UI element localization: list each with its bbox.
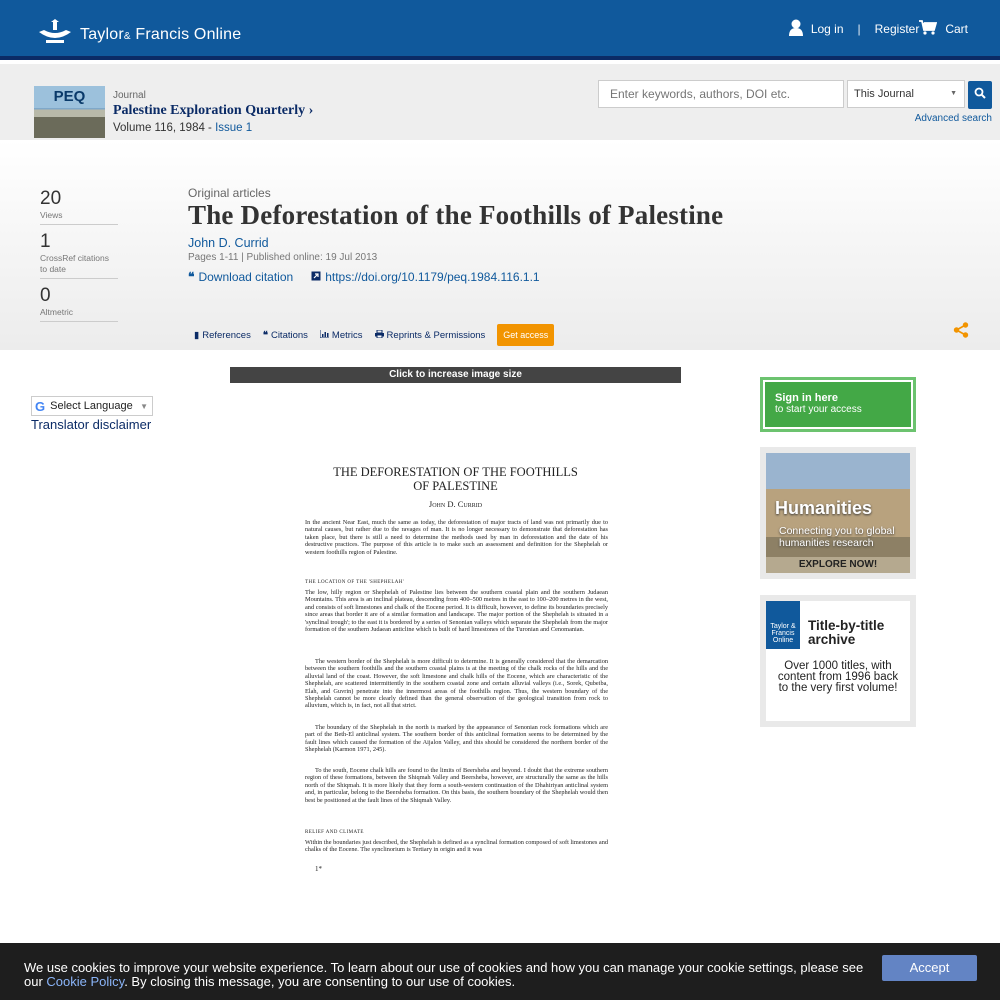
journal-title-link[interactable]: Palestine Exploration Quarterly › (113, 103, 314, 118)
cart-icon (919, 20, 937, 38)
user-icon (789, 19, 803, 39)
promo-description: Over 1000 titles, with content from 1996 back to the very first volume! (777, 660, 899, 694)
article-type: Original articles (188, 186, 271, 200)
site-header (0, 0, 1000, 60)
preview-paragraph: To the south, Eocene chalk hills are found to the limits of Beersheba and beyond. I doubt that the extreme southern region of these formations, between the Shiqmah Valley and Beersheba, however, are structurally the same as the hills north of the Shiqmah. It is more likely that they form a south-western continuation of the Dhahiriyan anticlinal system and, in particular, belong to the Beersheba formation. On this basis, the southern boundary of the Shephelah would then best be positioned at the fault lines of the Shiqmah Valley. (305, 767, 608, 804)
explore-now-button[interactable]: EXPLORE NOW! (766, 557, 910, 573)
metric-value: 20 (40, 188, 62, 209)
publication-info: Pages 1-11 | Published online: 19 Jul 2013 (188, 252, 378, 263)
humanities-promo[interactable] (760, 447, 916, 579)
cart-link[interactable] (919, 20, 968, 38)
tab-reprints[interactable] (375, 330, 486, 341)
metric-value: 0 (40, 285, 51, 306)
sign-in-title: Sign in here (775, 392, 838, 404)
top-nav (789, 19, 968, 39)
preview-footnote: 1* (315, 865, 322, 873)
tab-metrics[interactable] (320, 330, 363, 341)
tab-label: Reprints & Permissions (386, 329, 486, 341)
promo-subtitle: Connecting you to global humanities research (779, 525, 895, 549)
login-link[interactable] (789, 19, 844, 39)
language-select[interactable] (31, 396, 153, 416)
search-scope-value: This Journal (854, 88, 914, 100)
lamp-logo-icon (36, 18, 74, 51)
dropdown-arrow-icon: ▼ (950, 90, 957, 97)
login-label: Log in (810, 22, 844, 36)
preview-paragraph: The western border of the Shephelah is more difficult to determine. It is generally considered that the demarcation between the southern foothills and the southern coastal plains is at the meeting of the chalk rocks of the hills and the alluvial land of the coast. However, the soft limestone and chalk hills of the Eocene, which are characteristic of the Shephelah, are scattered intermittently in the southern coastal zone and certain alluvial valleys (i.e., Sorek, Qubeiba, Elah, and Guvrin) penetrate into the innermost areas of the foothills region. Thus, the western boundary of the Shephelah cannot be more clearly defined than the general observation of the geological transition from rock to alluvium, which is, in fact, not all that strict. (305, 658, 608, 710)
register-link[interactable]: Register (874, 22, 920, 36)
nav-separator: | (857, 22, 861, 36)
share-icon (953, 325, 969, 342)
journal-meta (113, 90, 313, 134)
accept-cookies-button[interactable]: Accept (882, 955, 977, 981)
journal-label: Journal (113, 90, 146, 101)
tab-label: References (202, 329, 251, 341)
title-archive-promo[interactable] (760, 595, 916, 727)
print-icon (375, 330, 384, 341)
article-metrics (40, 188, 118, 328)
tf-logo-icon: Taylor & Francis Online (766, 601, 800, 649)
language-select-label: Select Language (50, 400, 133, 412)
promo-title: Humanities (775, 498, 873, 518)
cart-label: Cart (945, 22, 968, 36)
share-button[interactable] (953, 322, 969, 343)
preview-paragraph: The boundary of the Shephelah in the north is marked by the appearance of Senonian rock formations which are part of the Beth-El anticlinal system. The southern border of this anticlinal formation seems to be determined by the fault lines which caused the formation of the Aijalon Valley, and this should be considered the northern border of the Shephelah (Karmon 1971, 245). (305, 724, 608, 754)
promo-title: Title-by-title archive (808, 618, 885, 647)
metric-altmetric[interactable] (40, 285, 118, 322)
bar-chart-icon (320, 330, 329, 341)
metric-label: CrossRef citations to date (40, 253, 109, 274)
author-link[interactable]: John D. Currid (188, 236, 269, 250)
search-icon (974, 86, 986, 104)
preview-title: THE DEFORESTATION OF THE FOOTHILLS OF PALESTINE (333, 465, 578, 493)
article-tabs (194, 324, 554, 346)
brand-name: Taylor& Francis Online (80, 25, 242, 43)
site-logo[interactable] (36, 18, 241, 51)
download-citation-label: Download citation (198, 270, 294, 284)
quote-icon: ❝ (262, 329, 268, 341)
cookie-message: We use cookies to improve your website experience. To learn about our use of cookies and how you can manage your cookie settings, please see our Cookie Policy. By closing this message, you are consenting to our use of cookies. (24, 960, 864, 989)
tab-citations[interactable] (263, 330, 308, 341)
doi-link[interactable] (311, 270, 539, 284)
tab-label: Metrics (331, 329, 363, 341)
preview-paragraph: The low, hilly region or Shephelah of Palestine lies between the southern coastal plain and the southern Judaean Mountains. This area is an inclinal plateau, descending from 400–500 metres in the east to 100–200 metres in the west, and consists of soft limestones and chalk of the Eocene period. It is difficult, however, to define its boundaries precisely since areas that border it are of a similar formation and landscape. The major portion of the Shephelah is situated in a 'synclinal trough'; to the east it is bordered by a series of Senonian valleys which separate the Shephelah from the major formation of the southern Judaean anticline which is built of hard limestones of the Turonian and Cenomanian. (305, 589, 608, 634)
preview-heading: THE LOCATION OF THE 'SHEPHELAH' (305, 580, 405, 585)
dropdown-arrow-icon: ▼ (140, 401, 148, 411)
increase-image-size-bar[interactable]: Click to increase image size (230, 367, 681, 383)
advanced-search-link[interactable]: Advanced search (914, 113, 992, 124)
preview-paragraph: In the ancient Near East, much the same as today, the deforestation of major tracts of land was not primarily due to natural causes, but rather due to the ravages of man. It is no longer necessary to demonstrate that deforestation has taken place, but there is still a need to determine the methods used by man in deforestation and the date of his destructive practices. The purpose of this article is to make such an assessment and definition for the Shephelah or western foothills region of Palestine. (305, 519, 608, 556)
translator-disclaimer-link[interactable]: Translator disclaimer (31, 417, 152, 432)
search-input[interactable] (598, 80, 844, 108)
preview-paragraph: Within the boundaries just described, the Shephelah is defined as a synclinal formation composed of soft limestones and chalks of the Eocene. The synclinorium is Tertiary in origin and it was (305, 839, 608, 854)
download-citation-link[interactable] (188, 270, 293, 284)
cookie-policy-link[interactable]: Cookie Policy (46, 974, 125, 989)
metric-crossref[interactable] (40, 231, 118, 279)
external-link-icon (311, 270, 321, 284)
preview-author: John D. Currid (428, 499, 483, 509)
issue-link[interactable]: Issue 1 (215, 122, 253, 134)
cookie-banner (0, 943, 1000, 1000)
quote-icon: ❝ (188, 270, 195, 284)
journal-cover[interactable] (34, 86, 105, 138)
doi-label: https://doi.org/10.1179/peq.1984.116.1.1 (325, 270, 540, 284)
get-access-button[interactable]: Get access (497, 324, 554, 346)
article-header (0, 140, 1000, 350)
tab-references[interactable] (194, 330, 251, 341)
book-icon: ▮ (194, 329, 200, 341)
sign-in-banner[interactable] (760, 377, 916, 432)
article-title: The Deforestation of the Foothills of Palestine (188, 200, 724, 230)
article-links (188, 270, 540, 284)
google-icon: G (35, 398, 46, 414)
metric-label: Views (40, 210, 63, 220)
first-page-preview[interactable] (230, 383, 681, 928)
search-scope-select[interactable] (847, 80, 965, 108)
journal-cover-title: PEQ (34, 86, 105, 108)
metric-label: Altmetric (40, 307, 74, 317)
tab-label: Citations (270, 329, 308, 341)
preview-heading: RELIEF AND CLIMATE (305, 830, 364, 835)
metric-value: 1 (40, 231, 51, 252)
volume-info: Volume 116, 1984 - Issue 1 (113, 122, 253, 134)
search-button[interactable] (968, 81, 992, 109)
sign-in-subtitle: to start your access (775, 404, 862, 415)
metric-views (40, 188, 118, 225)
